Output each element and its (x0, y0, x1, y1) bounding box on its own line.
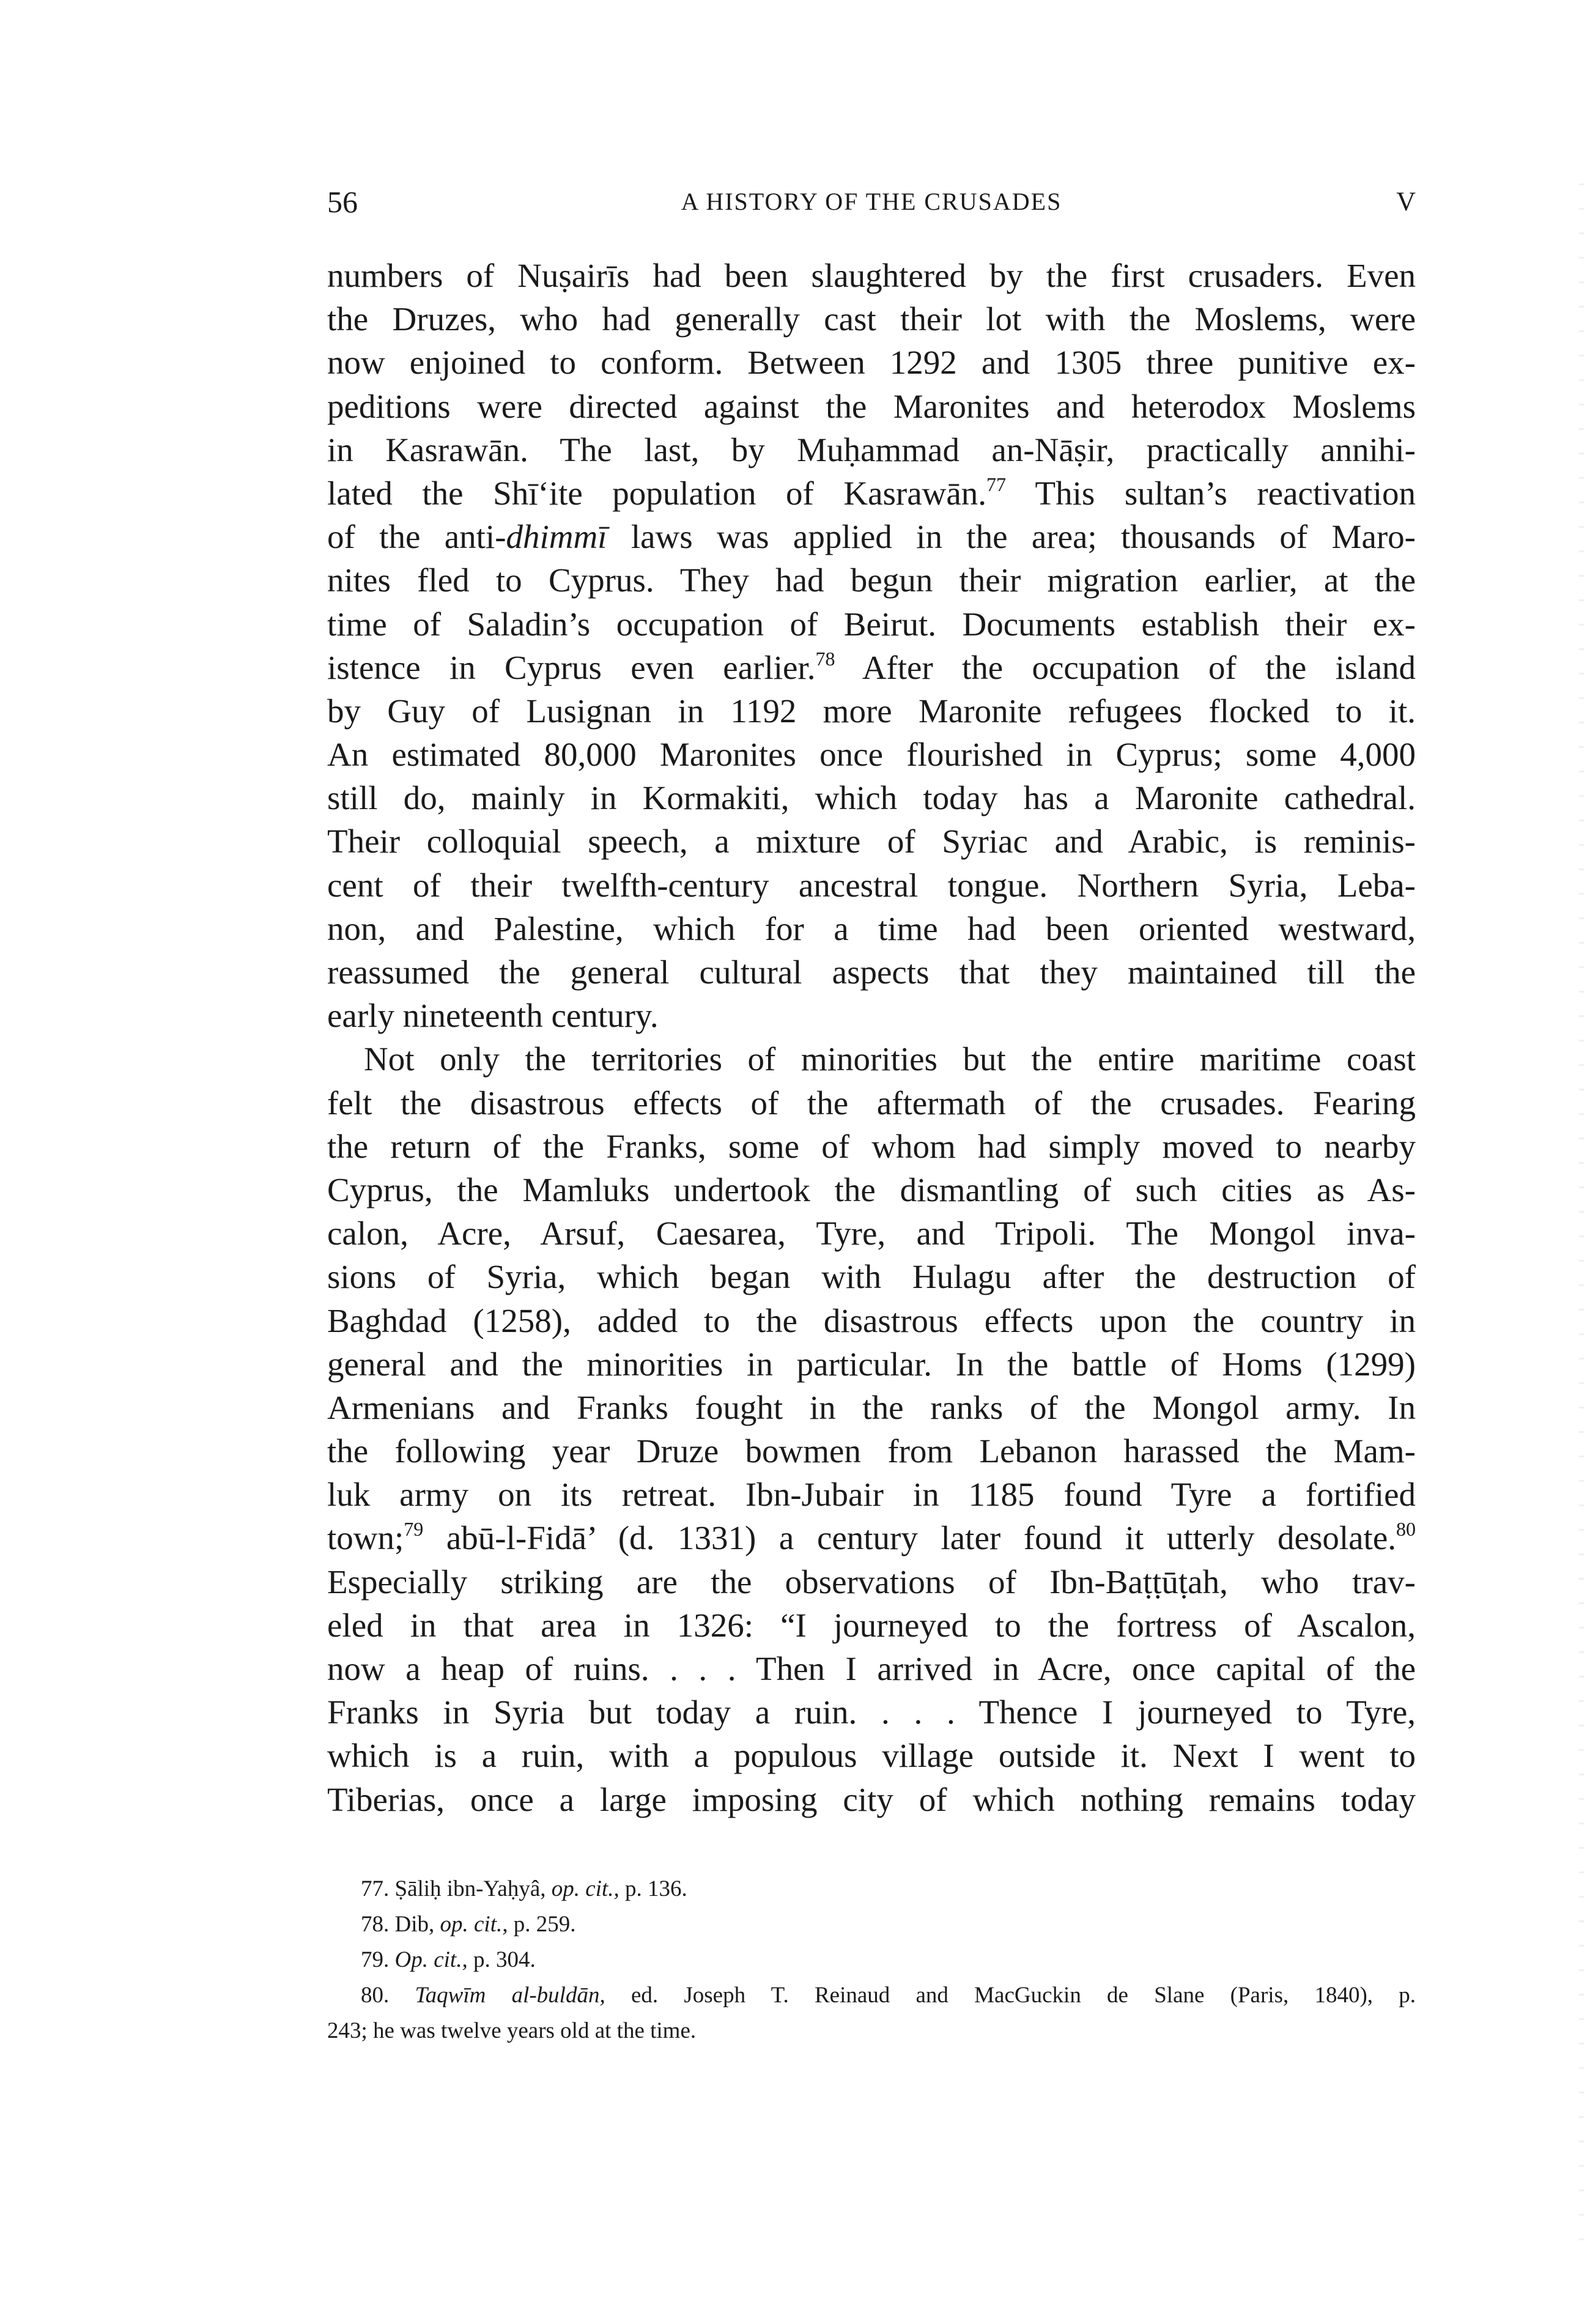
text-line: which is a ruin, with a populous village outside it. Next I went to (327, 1737, 1416, 1775)
text-line (327, 472, 1416, 515)
text-line: the return of the Franks, some of whom had simply moved to nearby (327, 1127, 1416, 1165)
footnote-text: 80. (361, 1983, 415, 2008)
text-line: sions of Syria, which began with Hulagu after the destruction of (327, 1258, 1416, 1296)
text-line: cent of their twelfth-century ancestral tongue. Northern Syria, Leba- (327, 866, 1416, 904)
footnote-italic: op. cit., (551, 1876, 619, 1901)
scan-edge-marks (1579, 183, 1584, 2263)
footnote-text: p. 136. (619, 1876, 687, 1901)
text-line: felt the disastrous effects of the aftermath of the crusades. Fearing (327, 1084, 1416, 1122)
body-text (327, 254, 1416, 1821)
chapter-number: V (1396, 187, 1416, 216)
text-line: time of Saladin’s occupation of Beirut. Documents establish their ex- (327, 605, 1416, 643)
text-line: general and the minorities in particular. In the battle of Homs (1299) (327, 1345, 1416, 1383)
text-line: early nineteenth century. (327, 997, 659, 1035)
page-header (327, 180, 1416, 223)
text-line: now enjoined to conform. Between 1292 and 1305 three punitive ex- (327, 344, 1416, 382)
footnote-text: 78. Dib, (361, 1912, 440, 1937)
text-run: lated the Shī‘ite population of Kasrawān. (327, 474, 987, 512)
footnote-77 (327, 1871, 1416, 1907)
text-run: laws was applied in the area; thousands of Maro- (607, 518, 1416, 556)
text-line: peditions were directed against the Maronites and heterodox Moslems (327, 387, 1416, 425)
text-line: now a heap of ruins. . . . Then I arrived in Acre, once capital of the (327, 1650, 1416, 1687)
footnotes (327, 1871, 1416, 2049)
footnote-78 (327, 1907, 1416, 1942)
footnote-text: p. 259. (508, 1912, 576, 1937)
text-line: non, and Palestine, which for a time had been oriented westward, (327, 909, 1416, 947)
text-line: the following year Druze bowmen from Lebanon harassed the Mam- (327, 1432, 1416, 1470)
footnote-ref-77: 77 (986, 473, 1007, 495)
footnote-italic: Op. cit., (394, 1947, 468, 1972)
text-run: of the anti- (327, 518, 506, 556)
text-run: After the occupation of the island (835, 648, 1416, 686)
footnote-italic: op. cit., (440, 1912, 508, 1937)
text-line: calon, Acre, Arsuf, Caesarea, Tyre, and Tripoli. The Mongol inva- (327, 1215, 1416, 1253)
footnote-text: ed. Joseph T. Reinaud and MacGuckin de Slane (Paris, 1840), p. (605, 1983, 1416, 2008)
footnote-ref-80: 80 (1396, 1518, 1416, 1541)
text-line: An estimated 80,000 Maronites once flourished in Cyprus; some 4,000 (327, 736, 1416, 774)
running-title: A HISTORY OF THE CRUSADES (681, 188, 1062, 215)
text-line: eled in that area in 1326: “I journeyed to the fortress of Ascalon, (327, 1606, 1416, 1644)
text-line: Cyprus, the Mamluks undertook the dismantling of such cities as As- (327, 1171, 1416, 1208)
italic-term: dhimmī (506, 518, 607, 556)
text-line: Baghdad (1258), added to the disastrous effects upon the country in (327, 1301, 1416, 1339)
text-line (327, 1516, 1416, 1560)
text-line: still do, mainly in Kormakiti, which today has a Maronite cathedral. (327, 779, 1416, 817)
text-line (327, 515, 1416, 558)
text-line: nites fled to Cyprus. They had begun their migration earlier, at the (327, 561, 1416, 599)
text-line: the Druzes, who had generally cast their lot with the Moslems, were (327, 300, 1416, 338)
text-line: Armenians and Franks fought in the ranks of the Mongol army. In (327, 1388, 1416, 1426)
footnote-text: 79. (361, 1947, 395, 1972)
text-line: Franks in Syria but today a ruin. . . . Thence I journeyed to Tyre, (327, 1693, 1416, 1731)
page-number: 56 (327, 185, 358, 219)
text-run: This sultan’s reactivation (1006, 474, 1416, 512)
text-line: Not only the territories of minorities but the entire maritime coast (364, 1040, 1416, 1078)
text-line: by Guy of Lusignan in 1192 more Maronite refugees flocked to it. (327, 692, 1416, 730)
footnote-text: p. 304. (467, 1947, 536, 1972)
footnote-80-continued: 243; he was twelve years old at the time. (327, 2018, 697, 2043)
footnote-ref-79: 79 (404, 1518, 424, 1541)
text-run: town; (327, 1519, 404, 1557)
text-line: Especially striking are the observations of Ibn-Baṭṭūṭah, who trav- (327, 1563, 1416, 1601)
text-line: Tiberias, once a large imposing city of which nothing remains today (327, 1780, 1416, 1818)
footnote-ref-78: 78 (815, 647, 835, 670)
footnote-80 (327, 1978, 1416, 2013)
text-line: in Kasrawān. The last, by Muḥammad an-Nāṣir, practically annihi- (327, 431, 1416, 468)
footnote-text: 77. Ṣāliḥ ibn-Yaḥyâ, (361, 1876, 552, 1901)
text-line: Their colloquial speech, a mixture of Syriac and Arabic, is reminis- (327, 823, 1416, 860)
text-line (327, 646, 1416, 689)
text-line: reassumed the general cultural aspects that they maintained till the (327, 953, 1416, 991)
footnote-79 (327, 1942, 1416, 1978)
text-line: numbers of Nuṣairīs had been slaughtered by the first crusaders. Even (327, 257, 1416, 294)
text-line: luk army on its retreat. Ibn-Jubair in 1185 found Tyre a fortified (327, 1476, 1416, 1514)
footnote-italic: Taqwīm al-buldān, (415, 1983, 605, 2008)
text-run: istence in Cyprus even earlier. (327, 648, 816, 686)
text-run: abū-l-Fidā’ (d. 1331) a century later found it utterly desolate. (423, 1519, 1396, 1557)
